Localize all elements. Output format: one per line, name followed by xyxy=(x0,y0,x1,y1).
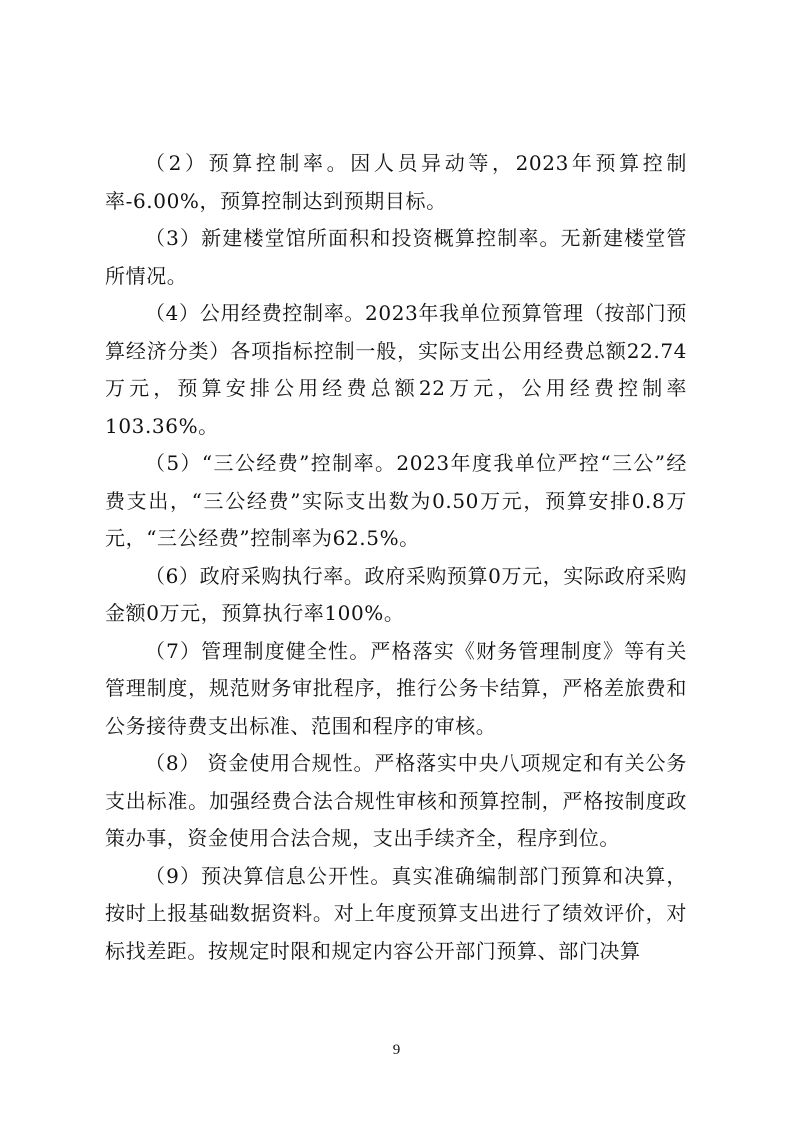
paragraph-new-building-control-rate: （3）新建楼堂馆所面积和投资概算控制率。无新建楼堂管所情况。 xyxy=(105,226,687,288)
paragraph-budget-control-rate: （2）预算控制率。因人员异动等，2023年预算控制率-6.00%，预算控制达到预期目标。 xyxy=(105,151,687,213)
paragraph-management-system-soundness: （7）管理制度健全性。严格落实《财务管理制度》等有关管理制度，规范财务审批程序，推行公务卡结算，严格差旅费和公务接待费支出标准、范围和程序的审核。 xyxy=(105,638,687,738)
paragraph-public-expense-control-rate: （4）公用经费控制率。2023年我单位预算管理（按部门预算经济分类）各项指标控制一般，实际支出公用经费总额22.74万元，预算安排公用经费总额22万元，公用经费控制率103.36%。 xyxy=(105,301,687,438)
paragraph-budget-disclosure: （9）预决算信息公开性。真实准确编制部门预算和决算，按时上报基础数据资料。对上年度预算支出进行了绩效评价，对标找差距。按规定时限和规定内容公开部门预算、部门决算 xyxy=(105,863,687,963)
paragraph-fund-use-compliance: （8） 资金使用合规性。严格落实中央八项规定和有关公务支出标准。加强经费合法合规性审核和预算控制，严格按制度政策办事，资金使用合法合规，支出手续齐全，程序到位。 xyxy=(105,751,687,850)
paragraph-three-public-expenses-control-rate: （5）“三公经费”控制率。2023年度我单位严控“三公”经费支出，“三公经费”实际支出数为0.50万元，预算安排0.8万元，“三公经费”控制率为62.5%。 xyxy=(105,451,687,550)
body-text xyxy=(105,145,687,970)
paragraph-government-procurement-rate: （6）政府采购执行率。政府采购预算0万元，实际政府采购金额0万元，预算执行率100%。 xyxy=(105,563,687,625)
page-number: 9 xyxy=(392,1042,401,1058)
